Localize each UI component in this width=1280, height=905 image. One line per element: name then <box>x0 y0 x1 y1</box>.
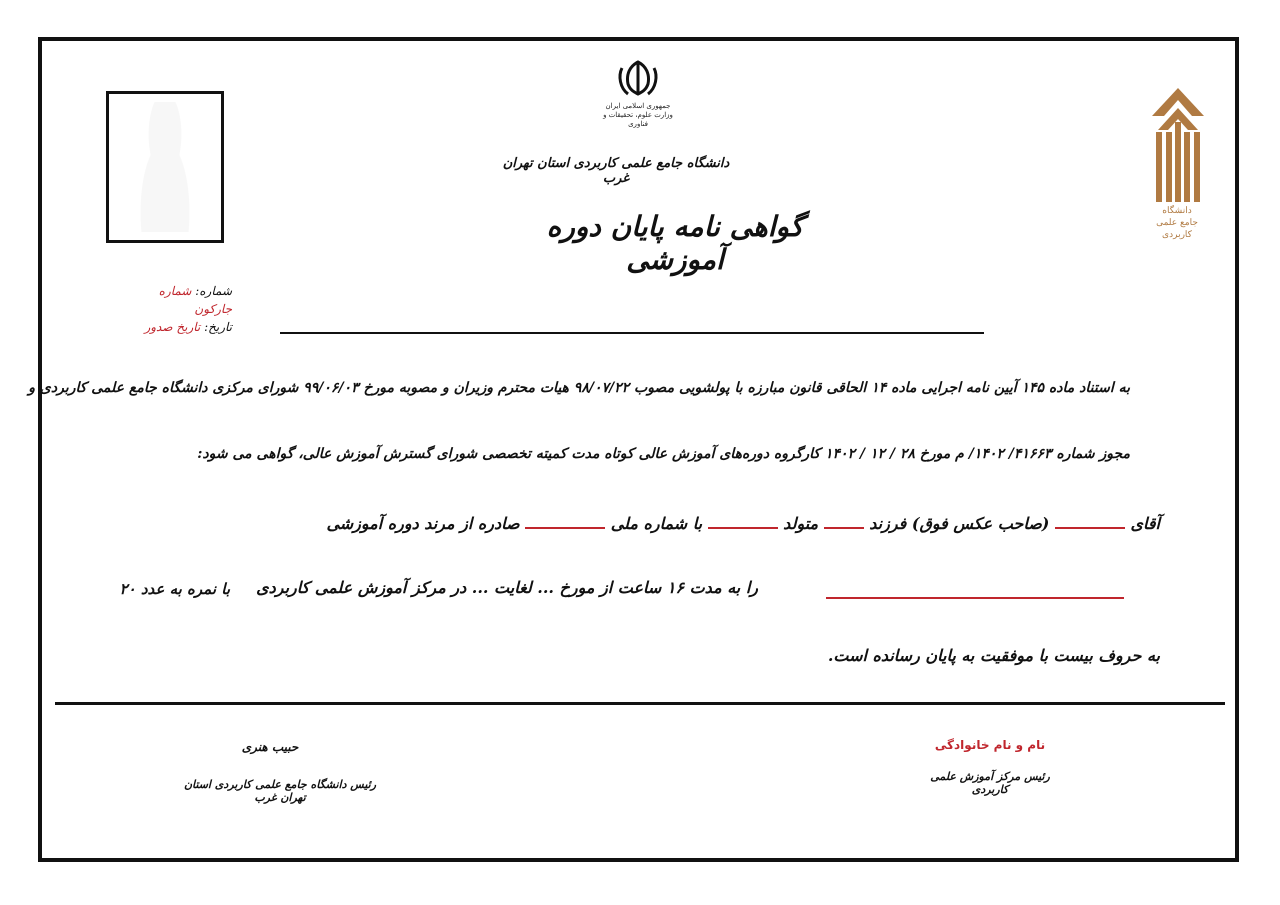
certificate-meta <box>140 282 232 336</box>
body-line-4: را به مدت ۱۶ ساعت از مورخ ... لغایت ... در مرکز آموزش علمی کاربردی <box>256 578 758 597</box>
university-logo-icon <box>1148 86 1208 206</box>
mr-label: آقای <box>1130 514 1160 533</box>
iran-emblem-icon <box>614 58 662 98</box>
emblem-caption-country: جمهوری اسلامی ایران <box>605 102 671 110</box>
photo-placeholder <box>106 91 224 243</box>
issued-label: صادره از مرند دوره آموزشی <box>326 514 520 533</box>
number-label: شماره: <box>195 284 232 298</box>
course-blank <box>826 597 1124 599</box>
grade-number: با نمره به عدد ۲۰ <box>119 580 230 598</box>
date-row <box>140 318 232 336</box>
body-line-1: به استناد ماده ۱۴۵ آیین نامه اجرایی ماده ۱۴ الحاقی قانون مبارزه با پولشویی مصوب ۹۸/۰۷/۲۲ هیات محترم وزیران و مصوبه مورخ ۹۹/۰۶/۰۳ شورای مرکزی دانشگاه جامع علمی کاربردی و <box>28 380 1130 396</box>
number-row <box>140 282 232 318</box>
body-line-3 <box>290 514 1160 533</box>
photo-label: (صاحب عکس فوق) فرزند <box>869 514 1050 533</box>
logo-caption: دانشگاه جامع علمی کاربردی <box>1156 206 1198 240</box>
person-silhouette-icon <box>127 102 203 232</box>
header-divider <box>280 332 984 334</box>
right-signatory-name: نام و نام خانوادگی <box>934 738 1046 752</box>
university-name: دانشگاه جامع علمی کاربردی استان تهران غرب <box>502 156 730 186</box>
date-value: تاریخ صدور <box>144 320 201 334</box>
body-line-5: به حروف بیست با موفقیت به پایان رسانده است. <box>827 646 1160 665</box>
birth-blank <box>708 527 778 529</box>
iran-emblem <box>603 58 673 128</box>
body-line-2: مجوز شماره ۴۱۶۶۳/ ۱۴۰۲/ م مورخ ۲۸ / ۱۲ / ۱۴۰۲ کارگروه دوره‌های آموزش عالی کوتاه مدت کمیته تخصصی شورای گسترش آموزش عالی، گواهی می شود: <box>197 446 1130 462</box>
date-label: تاریخ: <box>204 320 232 334</box>
born-label: متولد <box>783 514 819 533</box>
right-signatory-role: رئیس مرکز آموزش علمی کاربردی <box>930 770 1050 796</box>
number-value: شماره جارکون <box>158 284 232 316</box>
national-id-label: با شماره ملی <box>610 514 703 533</box>
left-signatory-name: حبیب هنری <box>241 740 299 754</box>
certificate-title: گواهی نامه پایان دوره آموزشی <box>546 210 804 276</box>
left-signatory-role: رئیس دانشگاه جامع علمی کاربردی استان تهران غرب <box>183 778 377 804</box>
footer-divider <box>55 702 1225 705</box>
emblem-caption-ministry: وزارت علوم، تحقیقات و فناوری <box>603 111 673 128</box>
national-id-blank <box>525 527 605 529</box>
name-blank <box>1055 527 1125 529</box>
father-blank <box>824 527 864 529</box>
